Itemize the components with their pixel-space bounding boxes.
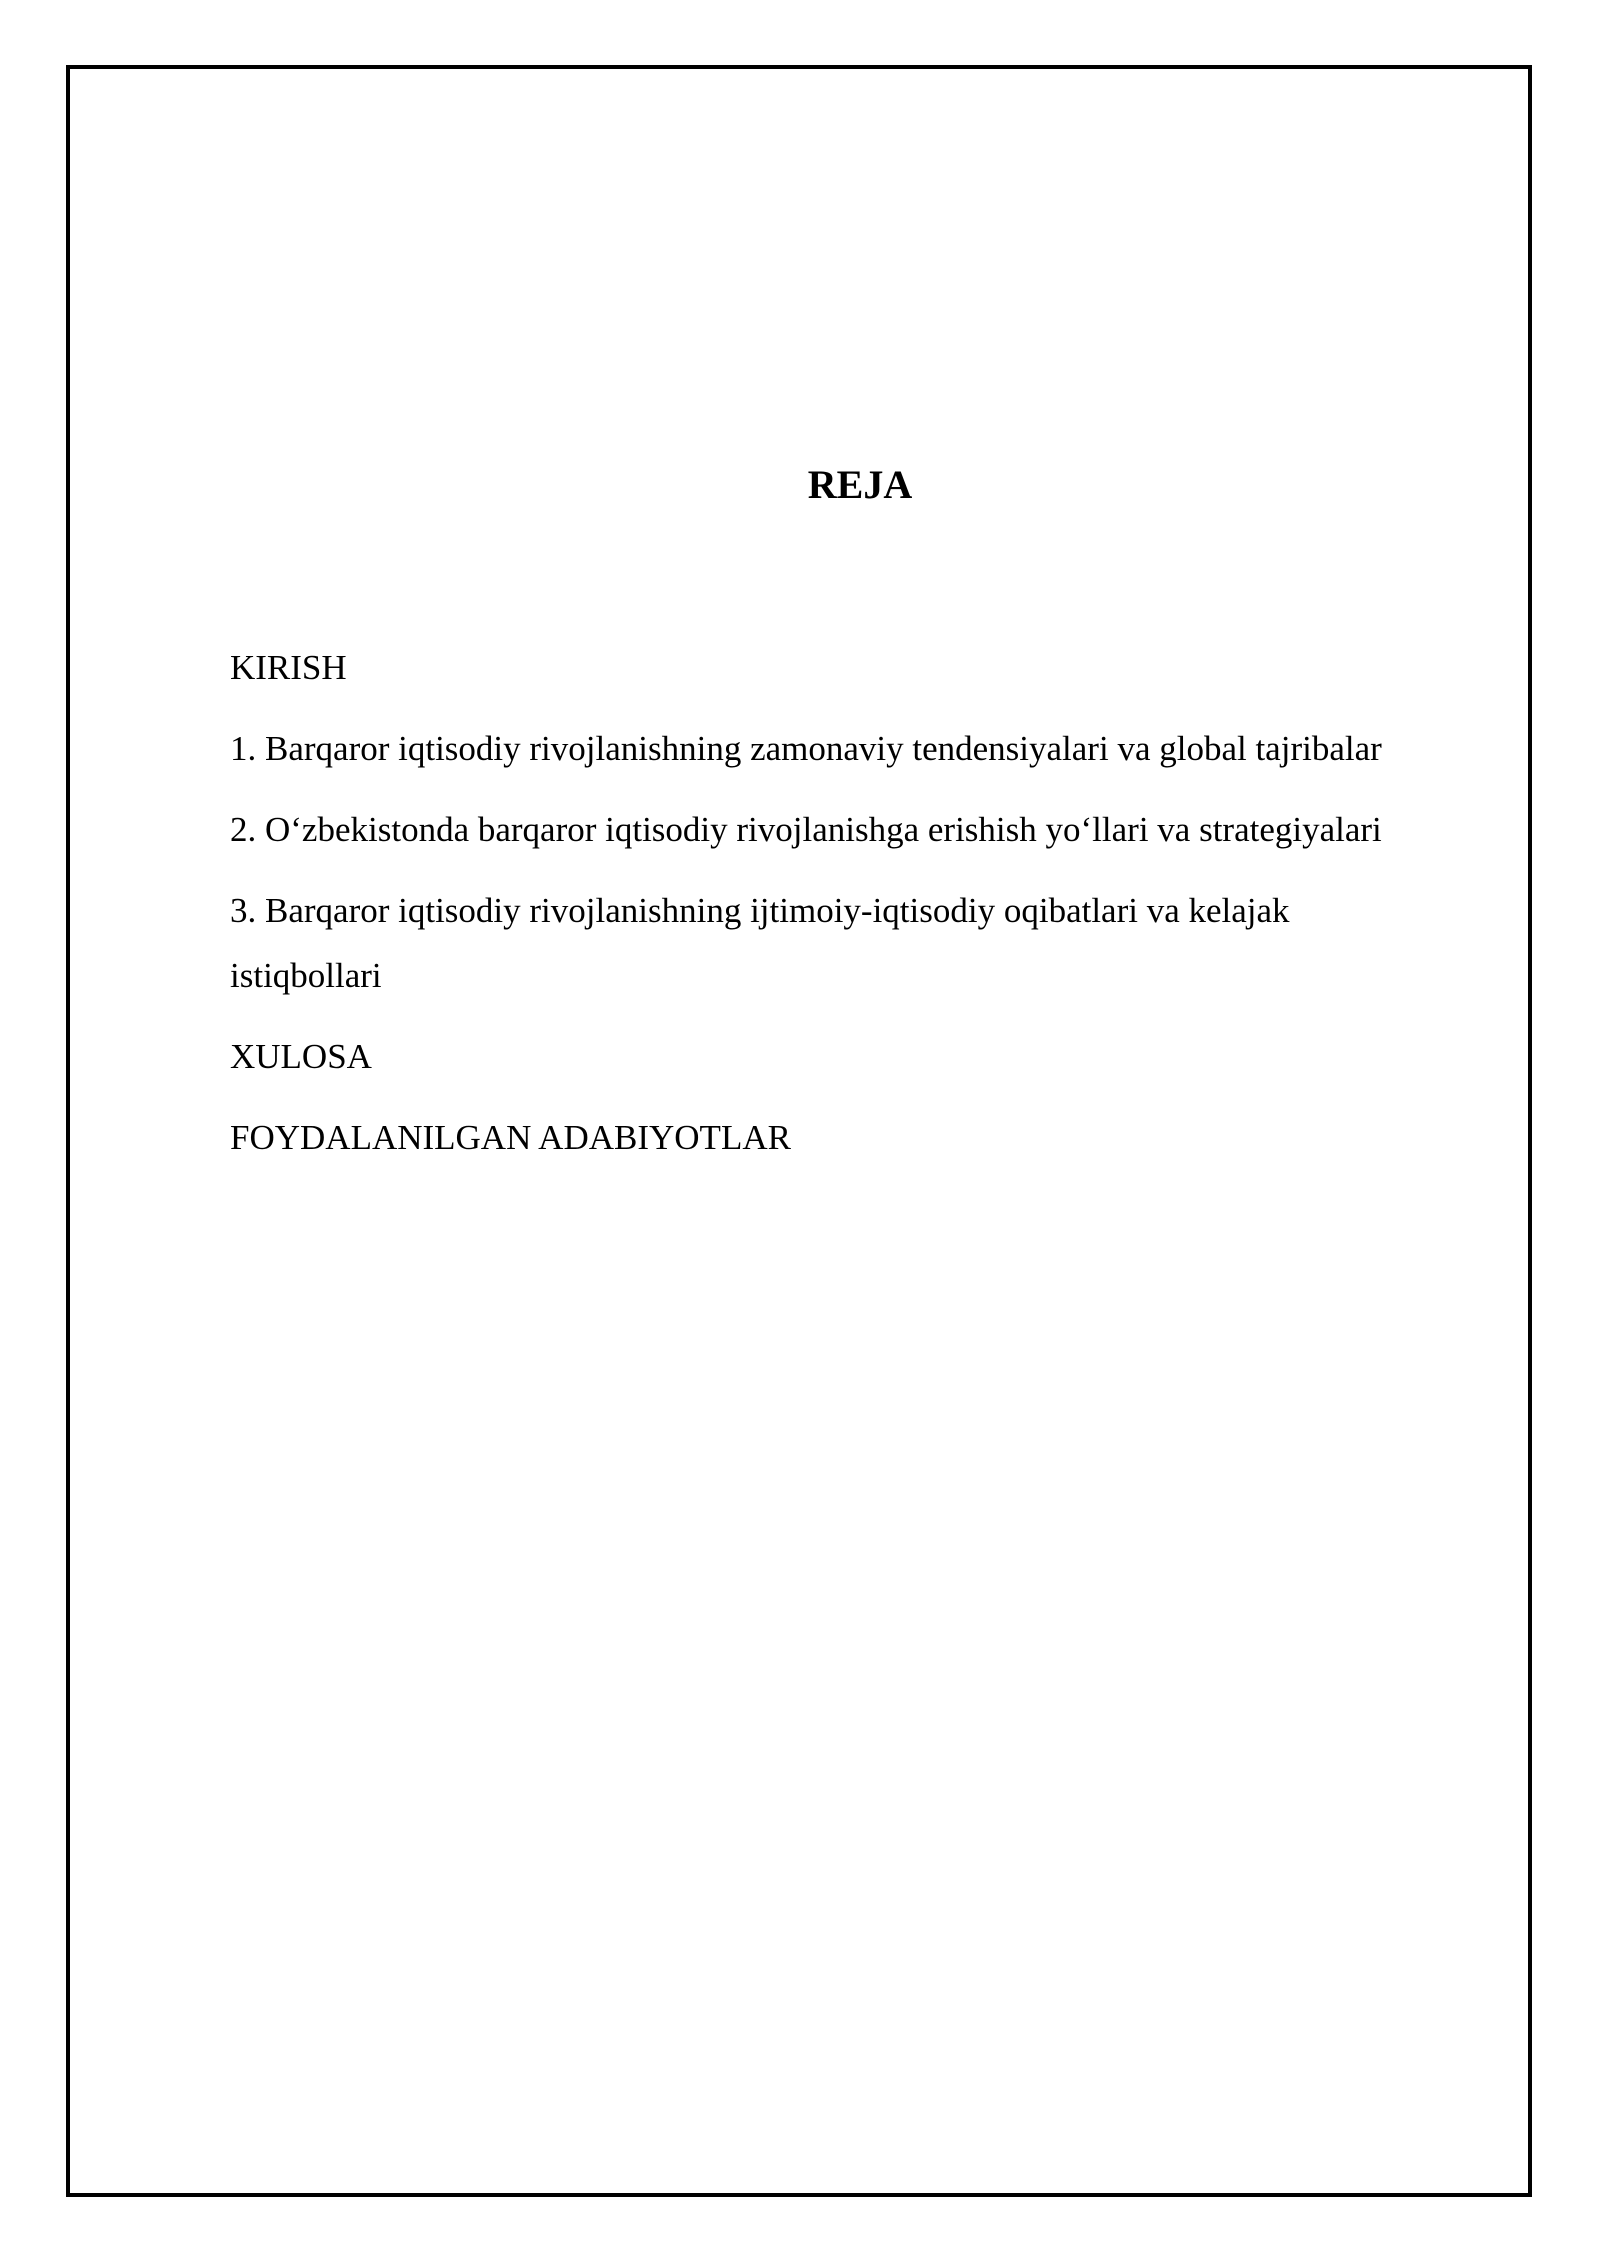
toc-item-section-3: 3. Barqaror iqtisodiy rivojlanishning ijtimoiy-iqtisodiy oqibatlari va kelajak istiqbollari [230,891,1290,995]
toc-item-introduction: KIRISH [230,648,347,687]
toc-item-section-2: 2. O‘zbekistonda barqaror iqtisodiy rivojlanishga erishish yo‘llari va strategiyalari [230,810,1382,849]
page-title: REJA [807,462,913,507]
toc-item-conclusion: XULOSA [230,1037,372,1076]
toc-item-section-1: 1. Barqaror iqtisodiy rivojlanishning zamonaviy tendensiyalari va global tajribalar [230,729,1382,768]
toc-item-references: FOYDALANILGAN ADABIYOTLAR [230,1118,791,1157]
